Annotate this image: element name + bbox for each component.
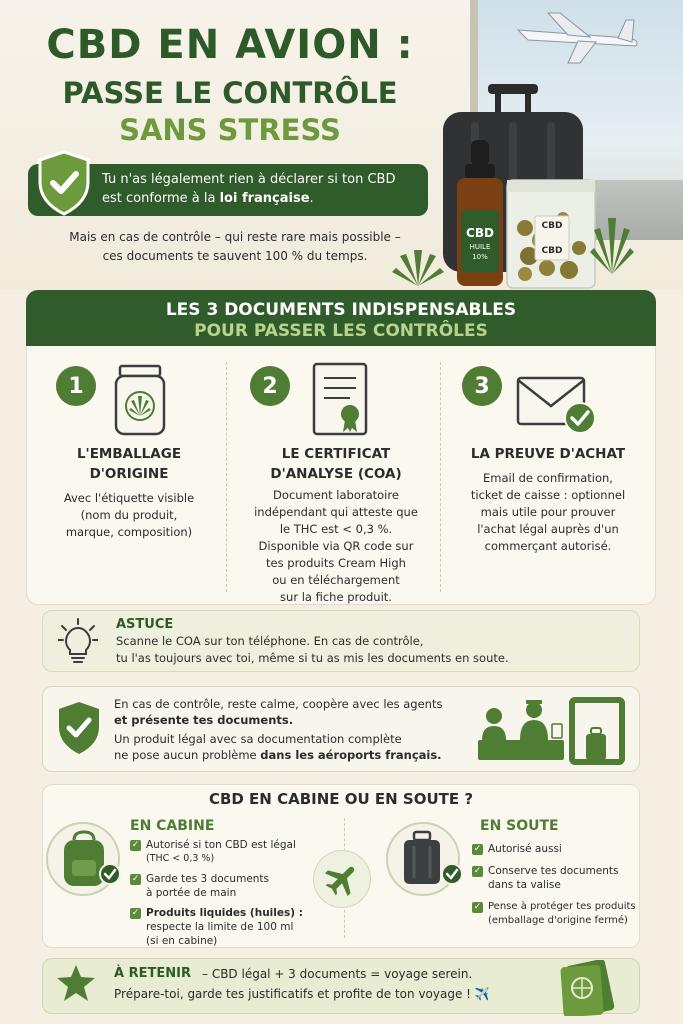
hero-title-line3: SANS STRESS [119,113,341,147]
lightbulb-icon [58,618,98,664]
shield-check-icon [36,150,92,216]
document-3-title: LA PREUVE D'ACHAT [470,446,626,462]
bottle-sub1: HUILE [469,243,491,251]
hold-list [472,842,636,928]
cannabis-jar-icon [112,364,168,436]
cbd-flower-bag-icon [505,178,597,290]
list-item: ✓ Conserve tes documents dans ta valise [473,865,619,891]
envelope-check-icon [516,374,598,436]
cabin-subtitle: EN CABINE [130,818,215,834]
luggage-icon [398,830,464,888]
document-1-description: Avec l'étiquette visible (nom du produit, marque, composition) [63,491,195,539]
backpack-icon [58,830,122,888]
check-icon: ✓ [473,866,482,876]
remember-line1: – CBD légal + 3 documents = voyage serein. [202,967,473,981]
list-item: ✓ Garde tes 3 documents à portée de main [131,873,270,899]
check-icon: ✓ [131,908,140,918]
cbd-oil-bottle-icon [453,140,507,290]
tip-title: ASTUCE [116,617,174,632]
passport-icon [556,960,616,1016]
tip-text: Scanne le COA sur ton téléphone. En cas de contrôle, tu l'as toujours avec toi, même si tu as mis les documents en soute. [116,634,509,665]
cannabis-leaf-icon [392,246,444,290]
cannabis-leaf-icon [590,214,634,278]
hold-subtitle: EN SOUTE [480,818,559,834]
shield-check-icon [56,700,102,756]
bag-label-top: CBD [541,221,563,231]
column-divider [226,362,227,592]
documents-title-line1: LES 3 DOCUMENTS INDISPENSABLES [165,300,517,320]
check-icon: ✓ [131,874,140,884]
list-item: ✓ Produits liquides (huiles) : respecte la limite de 100 ml (si en cabine) [131,907,303,947]
airplane-icon [324,861,360,897]
hero-title-line1: CBD EN AVION : [46,22,414,68]
document-3-description: Email de confirmation, ticket de caisse : optionnel mais utile pour prouver l'achat légal auprès d'un commerçant autorisé. [470,471,626,553]
bottle-label: CBD [466,226,494,240]
bag-label-bottom: CBD [541,246,563,256]
remember-line2: Prépare-toi, garde tes justificatifs et profite de ton voyage ! ✈️ [114,987,490,1001]
documents-title-line2: POUR PASSER LES CONTRÔLES [194,321,488,341]
calm-text-2: Un produit légal avec sa documentation complète ne pose aucun problème dans les aéroports français. [114,732,442,762]
remember-title: À RETENIR [114,966,191,981]
check-icon: ✓ [473,844,482,854]
document-number-badge: 3 [462,366,502,406]
document-number-badge: 2 [250,366,290,406]
document-number-badge: 1 [56,366,96,406]
bottle-sub2: 10% [472,253,488,261]
calm-text-1: En cas de contrôle, reste calme, coopère avec les agents et présente tes documents. [114,697,443,727]
column-divider [440,362,441,592]
list-item: ✓ Autorisé si ton CBD est légal (THC < 0,3 %) [131,839,296,864]
cabin-hold-title: CBD EN CABINE OU EN SOUTE ? [208,790,474,808]
airplane-icon [508,8,648,68]
certificate-icon [310,362,370,436]
airport-security-agents-icon [476,694,626,766]
legal-text: Tu n'as légalement rien à déclarer si ton CBD est conforme à la loi française. [102,172,396,206]
star-icon [56,964,96,1002]
document-2-title: LE CERTIFICAT D'ANALYSE (COA) [270,446,402,482]
check-icon: ✓ [131,840,140,850]
list-item: ✓ Autorisé aussi [473,843,562,855]
hero-title-line2: PASSE LE CONTRÔLE [62,76,398,110]
control-text: Mais en cas de contrôle – qui reste rare mais possible – ces documents te sauvent 100 % du temps. [69,230,401,263]
document-2-description: Document laboratoire indépendant qui atteste que le THC est < 0,3 %. Disponible via QR code sur tes produits Cream High ou en téléchargement sur la fiche produit. [254,488,418,604]
check-icon: ✓ [473,902,482,912]
cabin-list [130,838,330,948]
list-item: ✓ Pense à protéger tes produits (emballage d'origine fermé) [473,901,636,926]
document-1-title: L'EMBALLAGE D'ORIGINE [76,446,182,482]
